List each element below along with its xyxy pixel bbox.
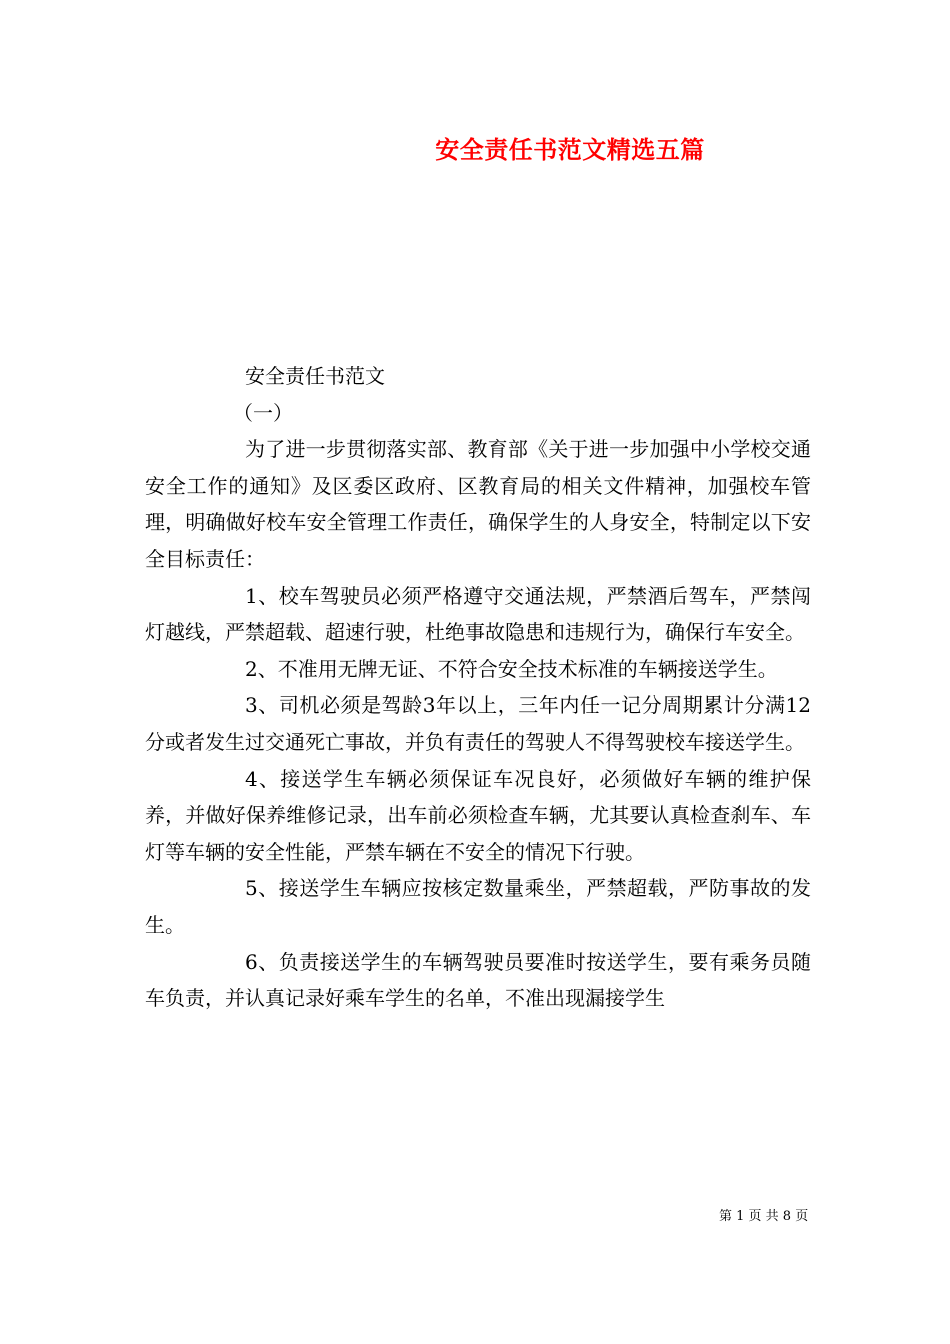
paragraph: 5、接送学生车辆应按核定数量乘坐，严禁超载，严防事故的发生。	[145, 876, 811, 937]
paragraph: 为了进一步贯彻落实部、教育部《关于进一步加强中小学校交通安全工作的通知》及区委区政府、区教育局的相关文件精神，加强校车管理，明确做好校车安全管理工作责任，确保学生的人身安全，特制定以下安全目标责任：	[145, 437, 811, 571]
paragraph: 1、校车驾驶员必须严格遵守交通法规，严禁酒后驾车，严禁闯灯越线，严禁超载、超速行驶，杜绝事故隐患和违规行为，确保行车安全。	[145, 583, 811, 645]
paragraph: 6、负责接送学生的车辆驾驶员要准时按送学生，要有乘务员随车负责，并认真记录好乘车学生的名单，不准出现漏接学生	[145, 949, 811, 1011]
document-title: 安全责任书范文精选五篇	[435, 135, 705, 164]
paragraph: 2、不准用无牌无证、不符合安全技术标准的车辆接送学生。	[245, 656, 778, 681]
page-footer: 第 1 页 共 8 页	[719, 1209, 809, 1224]
section-heading: 安全责任书范文	[245, 364, 385, 388]
paragraph: 3、司机必须是驾龄3年以上，三年内任一记分周期累计分满12分或者发生过交通死亡事故，并负有责任的驾驶人不得驾驶校车接送学生。	[145, 693, 811, 754]
document-body	[145, 358, 811, 1017]
paragraph: 4、接送学生车辆必须保证车况良好，必须做好车辆的维护保养，并做好保养维修记录，出车前必须检查车辆，尤其要认真检查刹车、车灯等车辆的安全性能，严禁车辆在不安全的情况下行驶。	[145, 766, 811, 864]
section-number: （一）	[233, 400, 293, 425]
